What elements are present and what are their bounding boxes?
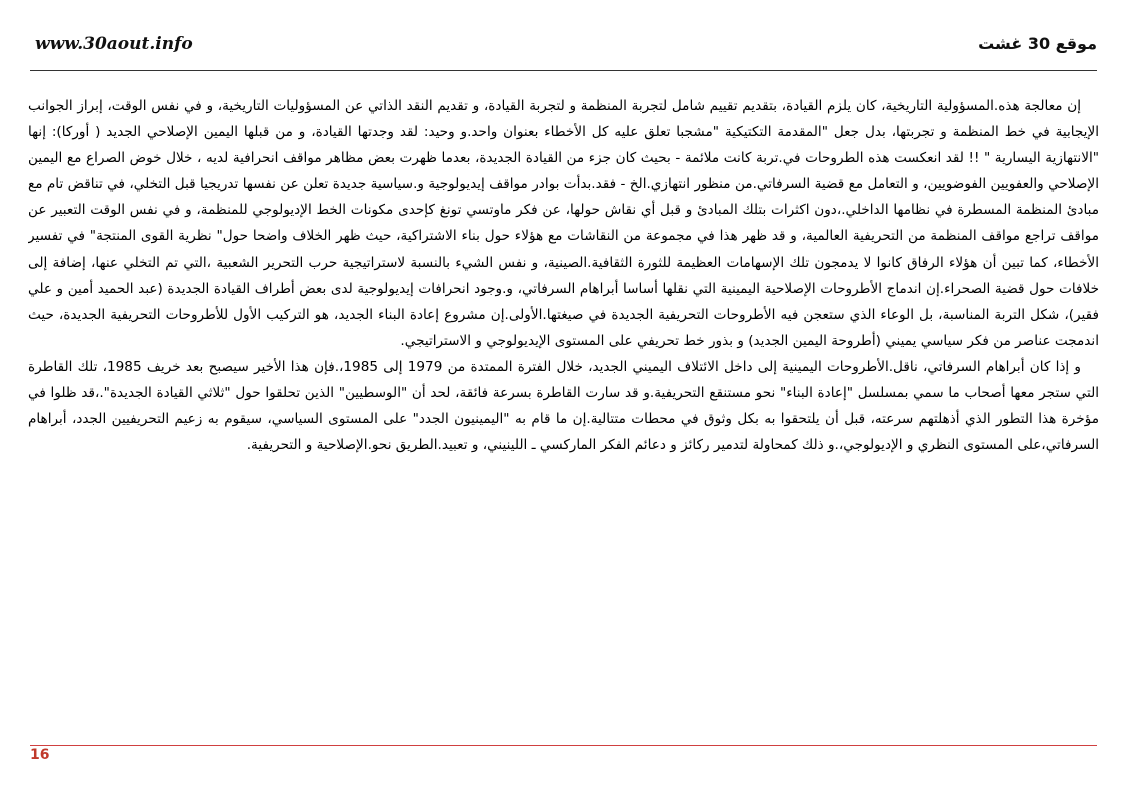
- paragraph-1: إن معالجة هذه.المسؤولية التاريخية، كان يلزم القيادة، بتقديم تقييم شامل لتجربة المنظمة و لتجربة القيادة، و تقديم النقد الذاتي عن المسؤوليات التاريخية، و في نفس الوقت، إبراز الجوانب الإيجابية في خط المنظمة و تجربتها، بدل جعل "المقدمة التكتيكية "مشجبا تعلق عليه كل الأخطاء بعنوان واحد.و وحيد: لقد وجدتها القيادة، و من قبلها اليمين الإصلاحي الجديد ( أوركا): إنها "الانتهازية اليسارية " !! لقد انعكست هذه الطروحات في.تربة كانت ملائمة - بحيث كان جزء من القيادة الجديدة، بعدما ظهرت بعض مظاهر مواقف انحرافية لديه ، خلال خوض الصراع مع اليمين الإصلاحي والعفويين الفوضويين، و التعامل مع قضية السرفاتي.من منظور انتهازي.الخ - فقد.بدأت بوادر مواقف إيديولوجية و.سياسية جديدة تعلن عن نفسها تدريجيا قبل التخلي، في تناقض تام مع مبادئ المنظمة المسطرة في نظامها الداخلي.،دون اكثرات بتلك المبادئ و قبل أي نقاش حولها، عن فكر ماوتسي تونغ كإحدى مكونات الخط الإديولوجي للمنظمة، و في نفس الوقت التعبير عن مواقف تراجع مواقف المنظمة من التحريفية العالمية، و قد ظهر هذا في مجموعة من النقاشات مع هؤلاء حول بناء الاشتراكية، حيث ظهر الخلاف واضحا حول" نظرية القوى المنتجة" في تفسير الأخطاء، كما تبين أن هؤلاء الرفاق كانوا لا يدمجون تلك الإسهامات العظيمة للثورة الثقافية.الصينية، و نفس الشيء بالنسبة لاستراتيجية حرب التحرير الشعبية ،التي تم التخلي عنها، إضافة إلى خلافات حول قضية الصحراء.إن اندماج الأطروحات الإصلاحية اليمينية التي نقلها أساسا أبراهام السرفاتي، و.وجود انحرافات إيديولوجية لدى بعض أطراف القيادة الجديدة (عبد الحميد أمين و علي فقير)، شكل التربة المناسبة، بل الوعاء الذي ستعجن فيه الأطروحات التحريفية الجديدة في صيغتها.الأولى.إن مشروع إعادة البناء الجديد، هو التركيب الأول للأطروحات التحريفية الجديدة، حيث اندمجت عناصر من فكر سياسي يميني (أطروحة اليمين الجديد) و بذور خط تحريفي على المستوى الإيديولوجي و الاستراتيجي.: [28, 98, 1099, 349]
- footer-divider: [30, 745, 1097, 746]
- site-title: موقع 30 غشت: [978, 34, 1097, 53]
- page-number: 16: [30, 747, 50, 763]
- site-url: www.30aout.info: [35, 34, 193, 54]
- article-body: [28, 93, 1099, 713]
- page-header: [30, 28, 1097, 68]
- paragraph-2: و إذا كان أبراهام السرفاتي، ناقل.الأطروحات اليمينية إلى داخل الائتلاف اليميني الجديد، خلال الفترة الممتدة من 1979 إلى 1985،.فإن هذا الأخير سيصبح بعد خريف 1985، تلك القاطرة التي ستجر معها أصحاب ما سمي بمسلسل "إعادة البناء" نحو مستنقع التحريفية.و قد سارت القاطرة بسرعة فائقة، لحد أن "الوسطيين" الذين تحلقوا حول "ثلاثي القيادة الجديدة".،قد ظلوا في مؤخرة هذا التطور الذي أذهلتهم سرعته، قبل أن يلتحقوا به بكل وثوق في محطات متتالية.إن ما قام به "اليمينيون الجدد" على المستوى السياسي، سيقوم به زعيم التحريفيين الجدد، أبراهام السرفاتي،على المستوى النظري و الإديولوجي،.و ذلك كمحاولة لتدمير ركائز و دعائم الفكر الماركسي ـ اللينيني، و تعبيد.الطريق نحو.الإصلاحية و التحريفية.: [28, 358, 1099, 454]
- header-divider: [30, 70, 1097, 71]
